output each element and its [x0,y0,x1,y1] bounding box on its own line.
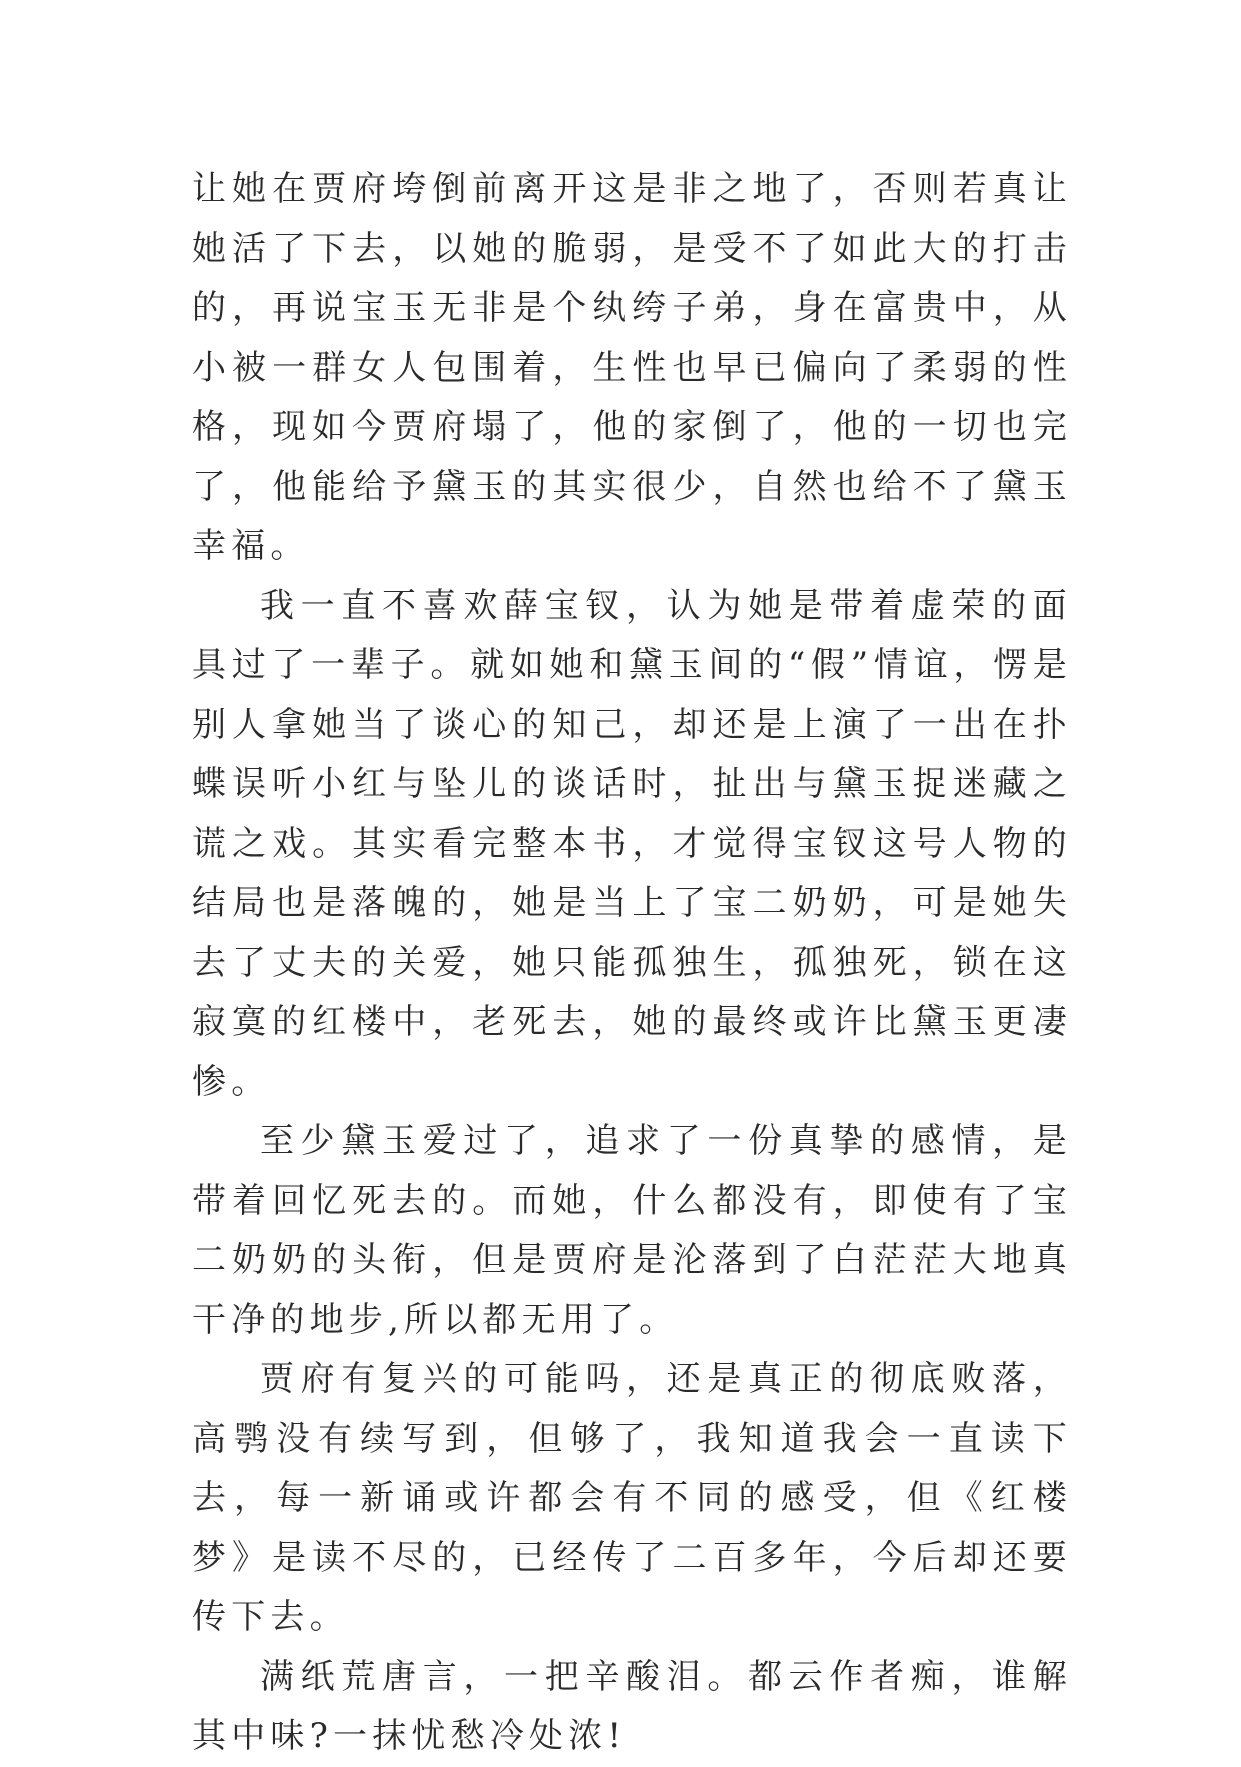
paragraph-5: 满纸荒唐言，一把辛酸泪。都云作者痴，谁解其中味?一抹忧愁冷处浓! [192,1656,1072,1756]
paragraph-2: 我一直不喜欢薛宝钗，认为她是带着虚荣的面具过了一辈子。就如她和黛玉间的“假”情谊，愣是别人拿她当了谈心的知己，却还是上演了一出在扑蝶误听小红与坠儿的谈话时，扯出与黛玉捉迷藏之谎之戏。其实看完整本书，才觉得宝钗这号人物的结局也是落魄的，她是当上了宝二奶奶，可是她失去了丈夫的关爱，她只能孤独生，孤独死，锁在这寂寞的红楼中，老死去，她的最终或许比黛玉更凄惨。 [192,585,1072,1102]
paragraph-3: 至少黛玉爱过了，追求了一份真挚的感情，是带着回忆死去的。而她，什么都没有，即使有了宝二奶奶的头衔，但是贾府是沦落到了白茫茫大地真干净的地步,所以都无用了。 [192,1121,1072,1340]
document-body [192,160,1072,1767]
paragraph-4: 贾府有复兴的可能吗，还是真正的彻底败落，高鹗没有续写到，但够了，我知道我会一直读下去，每一新诵或许都会有不同的感受，但《红楼梦》是读不尽的，已经传了二百多年，今后却还要传下去。 [192,1359,1072,1637]
paragraph-1: 让她在贾府垮倒前离开这是非之地了，否则若真让她活了下去，以她的脆弱，是受不了如此大的打击的，再说宝玉无非是个纨绔子弟，身在富贵中，从小被一群女人包围着，生性也早已偏向了柔弱的性格，现如今贾府塌了，他的家倒了，他的一切也完了，他能给予黛玉的其实很少，自然也给不了黛玉幸福。 [192,169,1072,566]
